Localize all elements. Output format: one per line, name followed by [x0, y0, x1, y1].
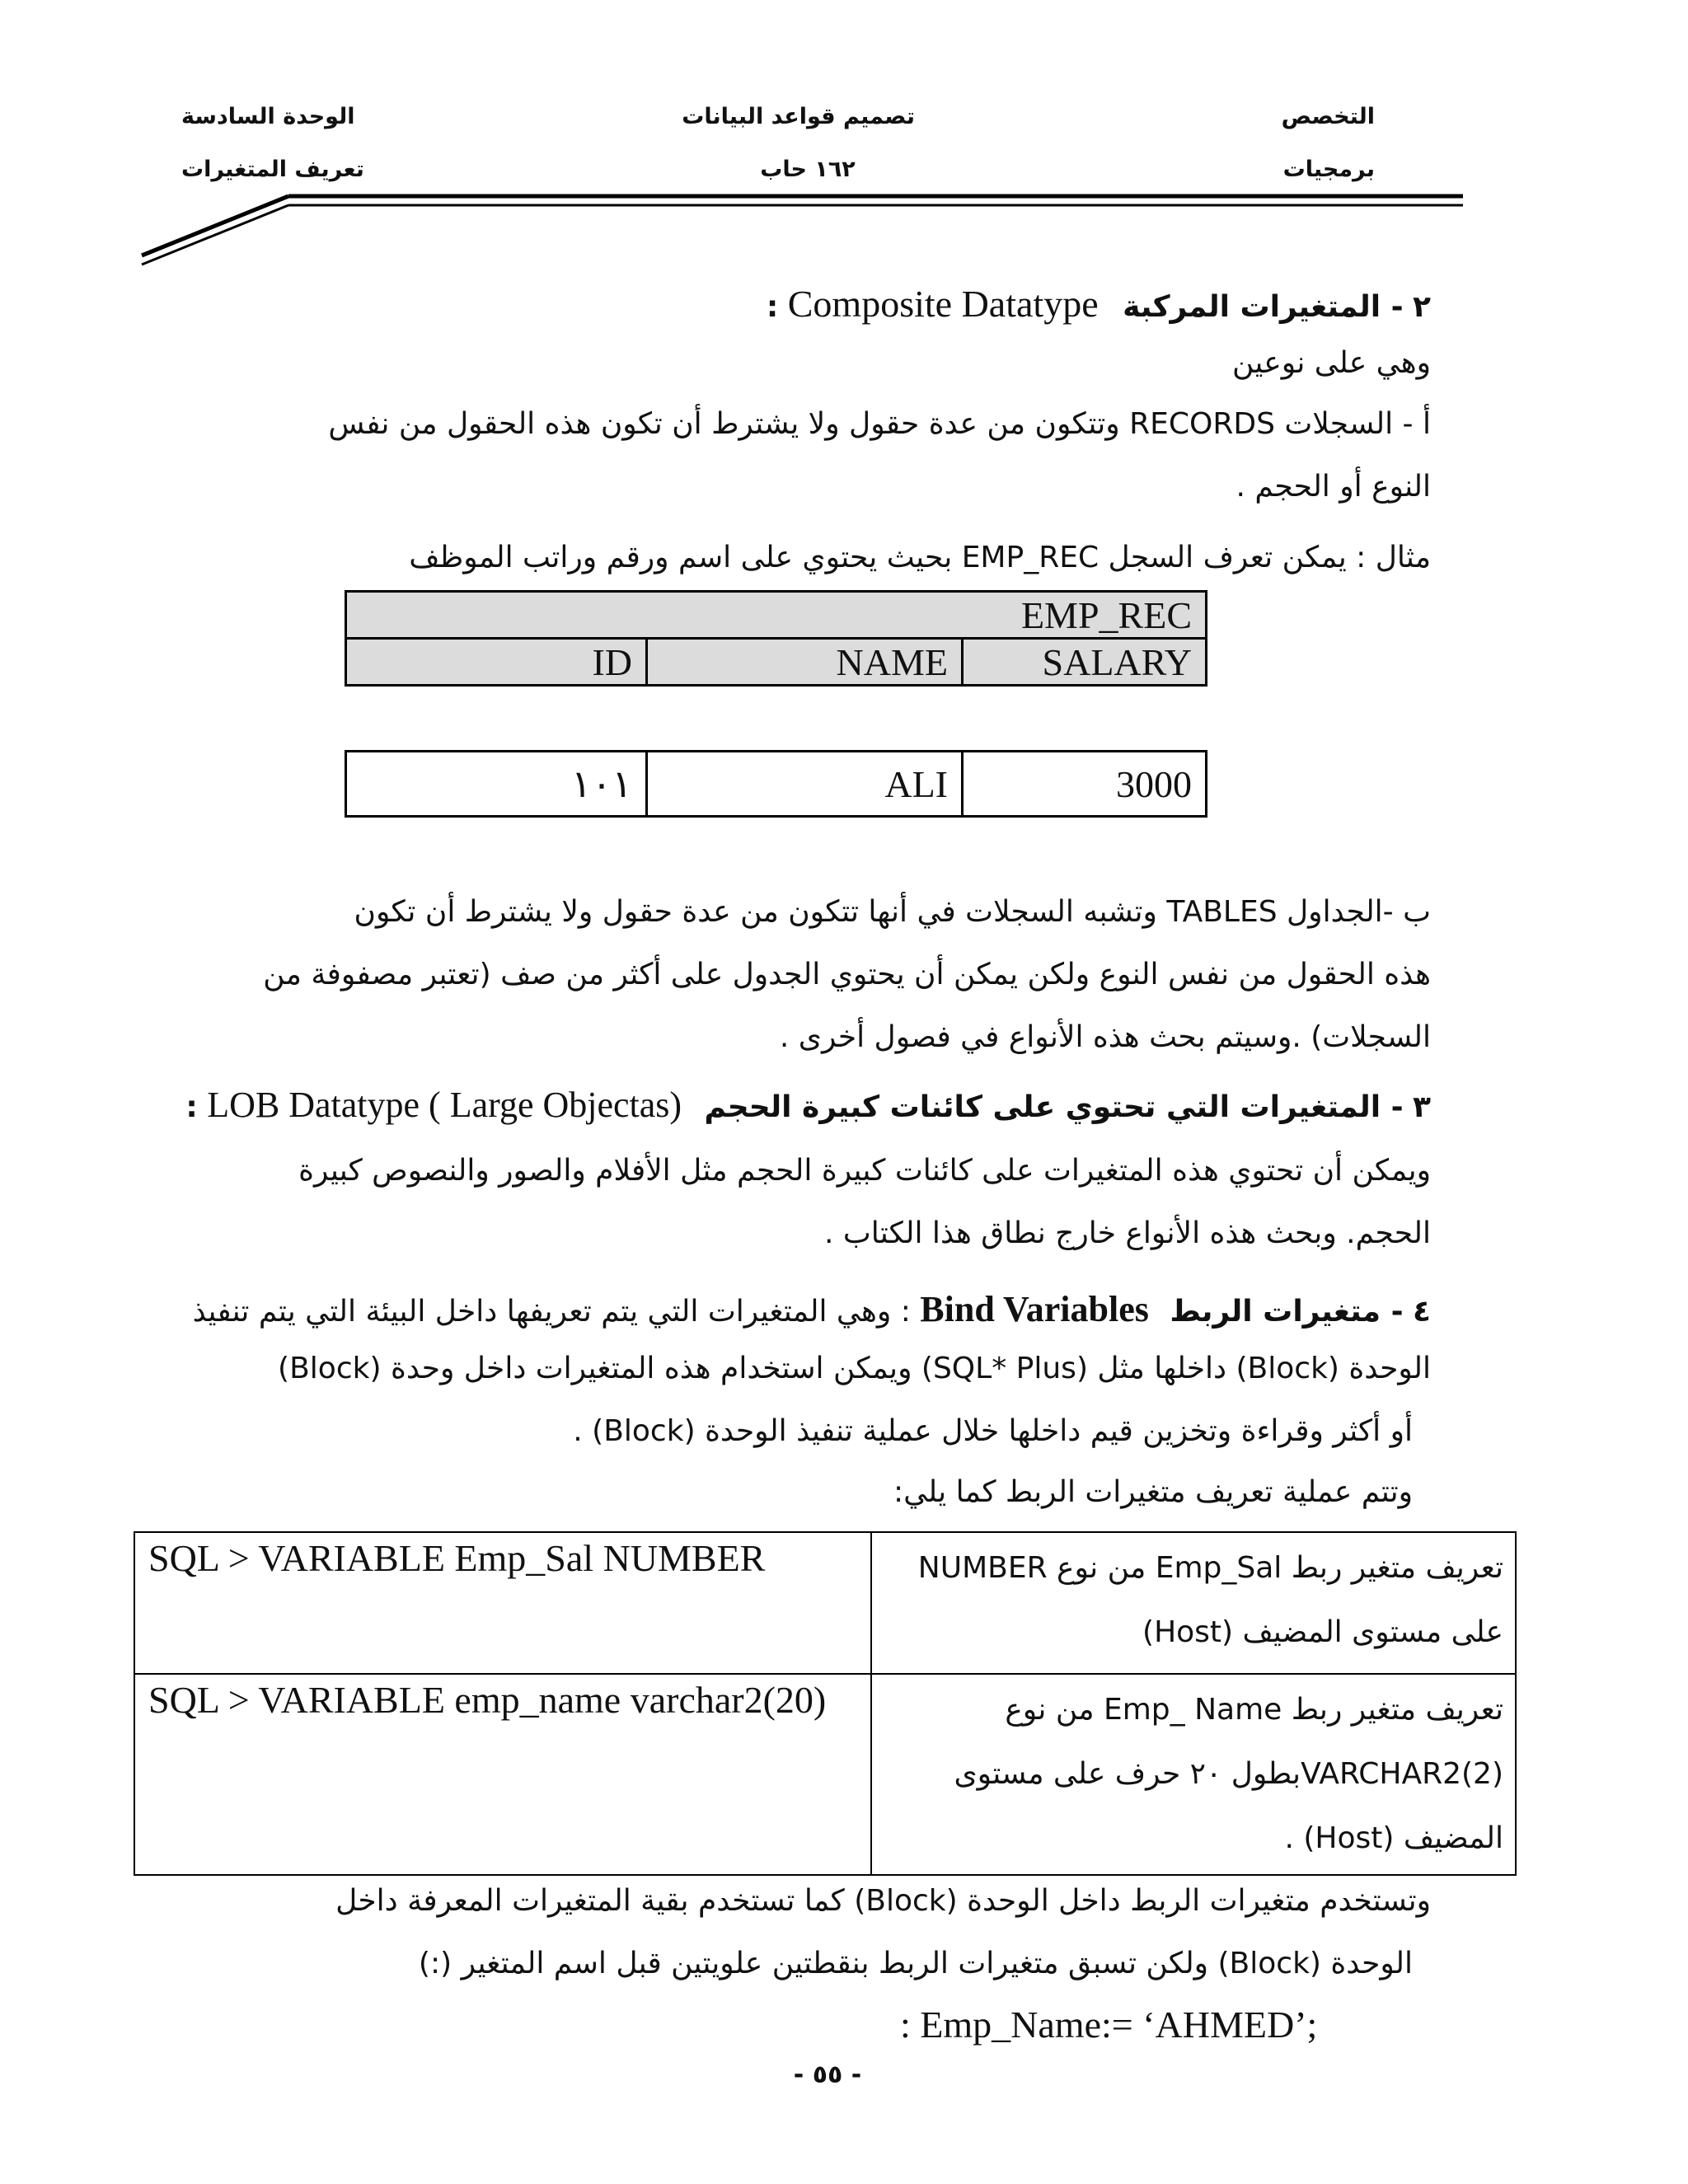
header-divider [0, 0, 1688, 272]
records-line-2: النوع أو الحجم . [1236, 470, 1431, 504]
header-course-code: ١٦٢ حاب [760, 157, 856, 182]
section-4-title-en: Bind Variables [920, 1289, 1149, 1329]
section-3-colon: : [185, 1090, 198, 1124]
tables-line-1: ب -الجداول TABLES وتشبه السجلات في أنها تتكون من عدة حقول ولا يشترط أن تكون [354, 895, 1431, 929]
section-2-title-ar: - المتغيرات المركبة [1123, 290, 1404, 324]
header-specialty-label: التخصص [1281, 104, 1375, 129]
header-unit-title: تعريف المتغيرات [181, 157, 364, 182]
record-value-id: ١٠١ [346, 752, 647, 817]
record-values-table [345, 750, 1207, 818]
bind-row-2-code: SQL > VARIABLE emp_name varchar2(20) [134, 1674, 871, 1875]
record-name-cell: EMP_REC [346, 592, 1207, 639]
bind-table-row [134, 1674, 1516, 1875]
section-3-number: ٣ [1413, 1090, 1431, 1124]
section-3-line-1: ويمكن أن تحتوي هذه المتغيرات على كائنات كبيرة الحجم مثل الأفلام والصور والنصوص كبيرة [298, 1154, 1431, 1188]
bind-row-1-code: SQL > VARIABLE Emp_Sal NUMBER [134, 1532, 871, 1674]
section-4-line-2: الوحدة (Block) داخلها مثل (SQL* Plus) ويمكن استخدام هذه المتغيرات داخل وحدة (Block) [278, 1352, 1431, 1385]
section-3-title-ar: - المتغيرات التي تحتوي على كائنات كبيرة الحجم [704, 1090, 1404, 1124]
section-2-title-en: Composite Datatype [787, 283, 1099, 325]
closing-line-1: وتستخدم متغيرات الربط داخل الوحدة (Block) كما تستخدم بقية المتغيرات المعرفة داخل [335, 1884, 1431, 1918]
record-column-salary: SALARY [963, 639, 1207, 686]
record-value-salary: 3000 [963, 752, 1207, 817]
records-example: مثال : يمكن تعرف السجل EMP_REC بحيث يحتوي على اسم ورقم وراتب الموظف [409, 541, 1431, 574]
record-column-id: ID [346, 639, 647, 686]
bind-table-row [134, 1532, 1516, 1674]
section-3-heading [185, 1080, 1431, 1131]
section-2-number: ٢ [1413, 290, 1431, 324]
records-line-1: أ - السجلات RECORDS وتتكون من عدة حقول ولا يشترط أن تكون هذه الحقول من نفس [328, 407, 1431, 441]
record-structure-table [345, 590, 1207, 687]
header-specialty-value: برمجيات [1282, 157, 1375, 182]
tables-line-3: السجلات) .وسيتم بحث هذه الأنواع في فصول أخرى . [779, 1020, 1431, 1054]
bind-variable-table [134, 1531, 1517, 1876]
section-4-line-3: أو أكثر وقراءة وتخزين قيم داخلها خلال عملية تنفيذ الوحدة (Block) . [573, 1414, 1413, 1448]
section-3-title-en: LOB Datatype ( Large Objectas) [207, 1085, 682, 1125]
record-column-name: NAME [647, 639, 963, 686]
page-number: - ٥٥ - [793, 2060, 862, 2089]
section-3-line-2: الحجم. وبحث هذه الأنواع خارج نطاق هذا الكتاب . [824, 1216, 1431, 1250]
record-value-name: ALI [647, 752, 963, 817]
closing-code: : Emp_Name:= ‘AHMED’; [900, 2004, 1318, 2046]
tables-line-2: هذه الحقول من نفس النوع ولكن يمكن أن يحتوي الجدول على أكثر من صف (تعتبر مصفوفة من [263, 958, 1431, 991]
section-2-colon: : [766, 290, 779, 324]
section-4-line-1: : وهي المتغيرات التي يتم تعريفها داخل البيئة التي يتم تنفيذ [192, 1295, 911, 1329]
section-4-heading [193, 1284, 1431, 1335]
header-course-title: تصميم قواعد البيانات [682, 104, 915, 129]
closing-line-2: الوحدة (Block) ولكن تسبق متغيرات الربط بنقطتين علويتين قبل اسم المتغير (:) [418, 1947, 1413, 1980]
header-unit-label: الوحدة السادسة [181, 104, 355, 129]
section-2-intro: وهي على نوعين [1231, 346, 1431, 380]
section-4-title-ar: - متغيرات الربط [1170, 1295, 1404, 1329]
bind-row-1-desc: تعريف متغير ربط Emp_Sal من نوع NUMBER على مستوى المضيف (Host) [871, 1532, 1516, 1674]
section-4-line-4: وتتم عملية تعريف متغيرات الربط كما يلي: [893, 1475, 1413, 1509]
section-4-number: ٤ [1413, 1295, 1431, 1329]
section-2-heading [767, 279, 1431, 330]
bind-row-2-desc: تعريف متغير ربط Emp_ Name من نوع VARCHAR2(2)بطول ٢٠ حرف على مستوى المضيف (Host) . [871, 1674, 1516, 1875]
